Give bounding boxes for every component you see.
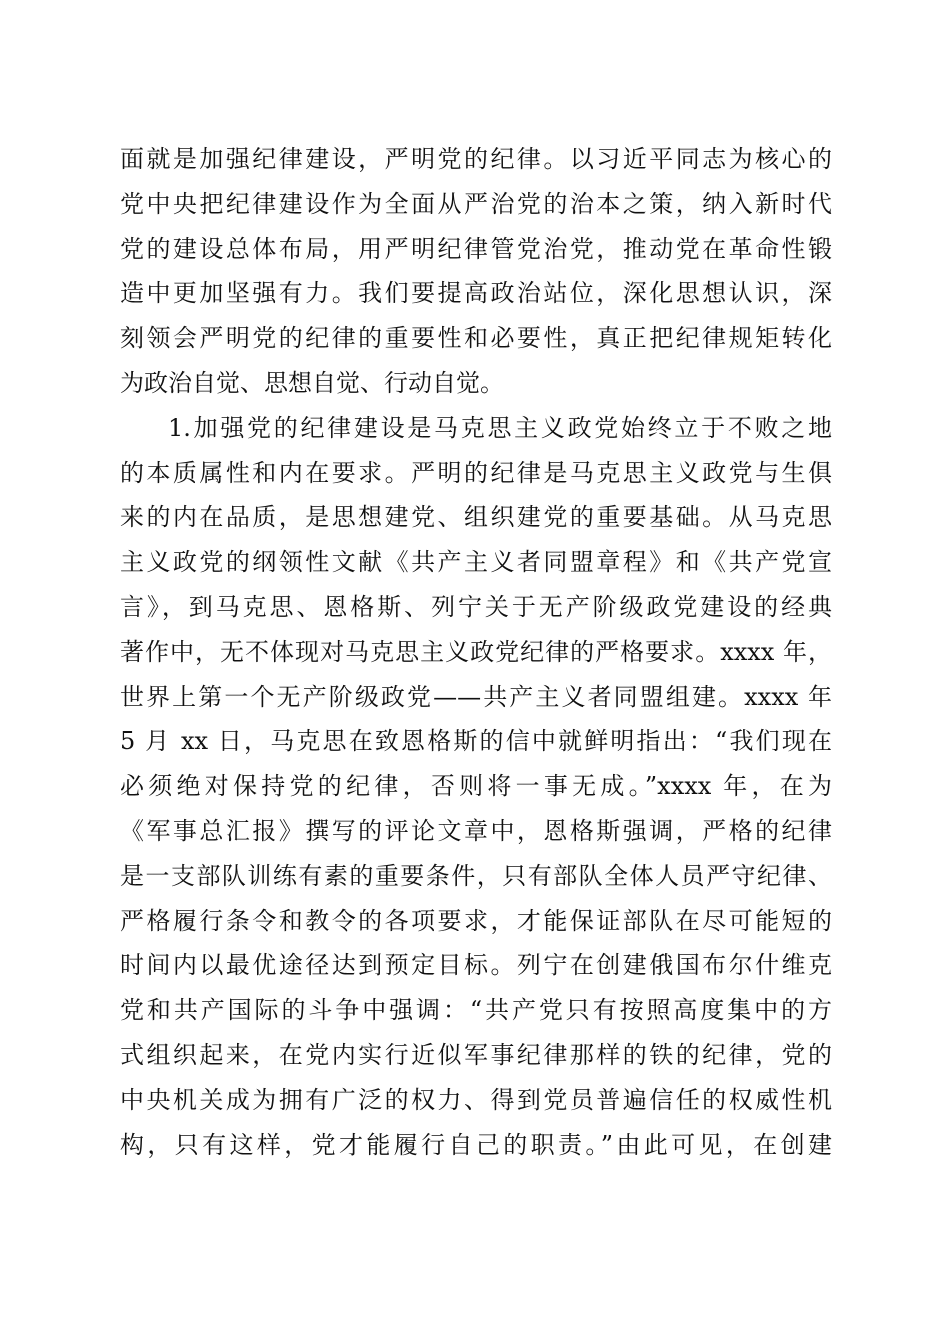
text-line: 党和共产国际的斗争中强调：“共产党只有按照高度集中的方	[120, 996, 832, 1025]
text-line: 构，只有这样，党才能履行自己的职责。”由此可见，在创建	[120, 1130, 832, 1159]
text-line: 是一支部队训练有素的重要条件，只有部队全体人员严守纪律、	[120, 861, 832, 890]
text-line: 刻领会严明党的纪律的重要性和必要性，真正把纪律规矩转化	[120, 324, 832, 353]
document-body	[120, 137, 832, 1167]
text-line: 必须绝对保持党的纪律，否则将一事无成。”xxxx 年，在为	[120, 772, 832, 801]
text-line: 时间内以最优途径达到预定目标。列宁在创建俄国布尔什维克	[120, 951, 832, 980]
text-line: 主义政党的纲领性文献《共产主义者同盟章程》和《共产党宣	[120, 548, 832, 577]
text-line: 世界上第一个无产阶级政党——共产主义者同盟组建。xxxx 年	[120, 682, 832, 711]
text-line: 党的建设总体布局，用严明纪律管党治党，推动党在革命性锻	[120, 234, 832, 263]
section-heading-line: 1.加强党的纪律建设是马克思主义政党始终立于不败之地	[168, 413, 832, 442]
text-line: 造中更加坚强有力。我们要提高政治站位，深化思想认识，深	[120, 279, 832, 308]
text-line: 著作中，无不体现对马克思主义政党纪律的严格要求。xxxx 年，	[120, 637, 832, 666]
text-line: 来的内在品质，是思想建党、组织建党的重要基础。从马克思	[120, 503, 832, 532]
text-line: 严格履行条令和教令的各项要求，才能保证部队在尽可能短的	[120, 906, 832, 935]
text-line: 面就是加强纪律建设，严明党的纪律。以习近平同志为核心的	[120, 145, 832, 173]
text-line: 言》，到马克思、恩格斯、列宁关于无产阶级政党建设的经典	[120, 592, 832, 621]
text-line: 的本质属性和内在要求。严明的纪律是马克思主义政党与生俱	[120, 458, 832, 487]
text-line: 式组织起来，在党内实行近似军事纪律那样的铁的纪律，党的	[120, 1040, 832, 1069]
paragraph-section-1	[120, 406, 832, 1168]
text-line: 5 月 xx 日，马克思在致恩格斯的信中就鲜明指出：“我们现在	[120, 727, 832, 756]
text-line: 《军事总汇报》撰写的评论文章中，恩格斯强调，严格的纪律	[120, 816, 832, 845]
text-line: 党中央把纪律建设作为全面从严治党的治本之策，纳入新时代	[120, 189, 832, 218]
text-line: 中央机关成为拥有广泛的权力、得到党员普遍信任的权威性机	[120, 1085, 832, 1114]
text-line: 为政治自觉、思想自觉、行动自觉。	[120, 368, 504, 397]
paragraph-discipline-intro	[120, 137, 832, 406]
